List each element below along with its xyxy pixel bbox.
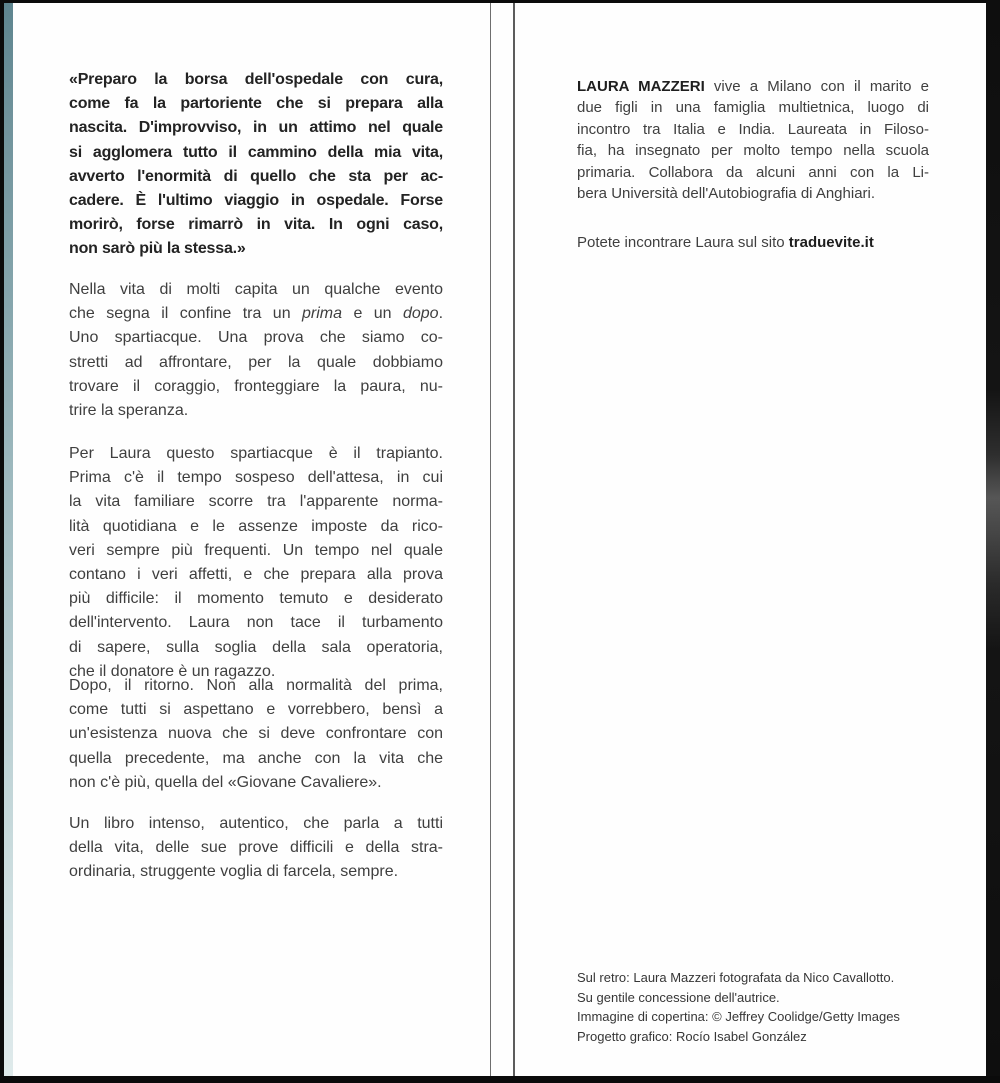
spine-teal-strip <box>4 3 13 1076</box>
text-line: Potete incontrare Laura sul sito traduevite.it <box>577 234 874 251</box>
text-line: lità quotidiana e le assenze imposte da rico- <box>69 517 443 535</box>
author-bio-paragraph <box>577 76 929 204</box>
text-line: la vita familiare scorre tra l'apparente norma- <box>69 493 443 511</box>
text-line: di sapere, sulla soglia della sala operatoria, <box>69 638 443 656</box>
text-line: non sarò più la stessa.» <box>69 240 246 258</box>
paragraph-trapianto <box>69 442 443 684</box>
text-line: «Preparo la borsa dell'ospedale con cura, <box>69 71 443 88</box>
text-line: cadere. È l'ultimo viaggio in ospedale. Forse <box>69 192 443 210</box>
text-line: incontro tra Italia e India. Laureata in Filoso- <box>577 120 929 138</box>
text-line: stretti ad affrontare, per la quale dobbiamo <box>69 353 443 371</box>
fold-line-left <box>490 3 491 1076</box>
text-line: che segna il confine tra un prima e un dopo. <box>69 305 444 323</box>
text-line: Prima c'è il tempo sospeso dell'attesa, in cui <box>69 469 443 487</box>
paragraph-evento <box>69 278 443 423</box>
text-line: primaria. Collabora da alcuni anni con la Li- <box>577 163 929 181</box>
text-line: trovare il coraggio, fronteggiare la paura, nu- <box>69 377 443 395</box>
right-cover-edge <box>986 0 1000 1083</box>
text-line: veri sempre più frequenti. Un tempo nel quale <box>69 541 443 559</box>
text-line: Uno spartiacque. Una prova che siamo co- <box>69 329 443 347</box>
text-line: bera Università dell'Autobiografia di Anghiari. <box>577 185 876 203</box>
text-line: dell'intervento. Laura non tace il turbamento <box>69 614 443 632</box>
text-line: fia, ha insegnato per molto tempo nella scuola <box>577 142 929 160</box>
text-line: contano i veri affetti, e che prepara alla prova <box>69 566 443 584</box>
text-line: si agglomera tutto il cammino della mia vita, <box>69 143 443 161</box>
text-line: Un libro intenso, autentico, che parla a tutti <box>69 815 443 832</box>
text-line: ordinaria, struggente voglia di farcela, sempre. <box>69 863 399 881</box>
top-cover-edge <box>0 0 1000 3</box>
text-line: Nella vita di molti capita un qualche evento <box>69 281 443 298</box>
pull-quote-paragraph <box>69 68 443 262</box>
text-line: quella precedente, ma anche con la vita che <box>69 749 443 767</box>
text-line: Immagine di copertina: © Jeffrey Coolidge/Getty Images <box>577 1009 900 1024</box>
text-line: come fa la partoriente che si prepara alla <box>69 95 443 113</box>
photo-and-design-credits <box>577 968 977 1046</box>
text-line: Per Laura questo spartiacque è il trapianto. <box>69 445 443 462</box>
text-line: non c'è più, quella del «Giovane Cavaliere». <box>69 773 382 791</box>
text-line: LAURA MAZZERI vive a Milano con il marito e <box>577 78 929 95</box>
text-line: Dopo, il ritorno. Non alla normalità del prima, <box>69 677 443 694</box>
text-line: della vita, delle sue prove difficili e della stra- <box>69 839 443 857</box>
text-line: trire la speranza. <box>69 402 189 420</box>
text-line: morirò, forse rimarrò in vita. In ogni caso, <box>69 216 443 234</box>
paragraph-dopo <box>69 674 443 795</box>
text-line: come tutti si aspettano e vorrebbero, bensì a <box>69 701 443 719</box>
text-line: più difficile: il momento temuto e desiderato <box>69 590 443 608</box>
text-line: un'esistenza nuova che si deve confrontare con <box>69 725 443 743</box>
text-line: Sul retro: Laura Mazzeri fotografata da Nico Cavallotto. <box>577 970 895 985</box>
fold-line-right <box>513 3 515 1076</box>
text-line: Progetto grafico: Rocío Isabel González <box>577 1028 807 1044</box>
paragraph-libro <box>69 812 443 885</box>
text-line: Su gentile concessione dell'autrice. <box>577 989 780 1005</box>
bottom-cover-edge <box>0 1076 1000 1083</box>
author-website-line <box>577 232 929 253</box>
text-line: avverto l'enormità di quello che sta per ac- <box>69 167 443 185</box>
text-line: nascita. D'improvviso, in un attimo nel quale <box>69 119 443 137</box>
text-line: due figli in una famiglia multietnica, luogo di <box>577 99 929 117</box>
text-line: che il donatore è un ragazzo. <box>69 662 276 680</box>
